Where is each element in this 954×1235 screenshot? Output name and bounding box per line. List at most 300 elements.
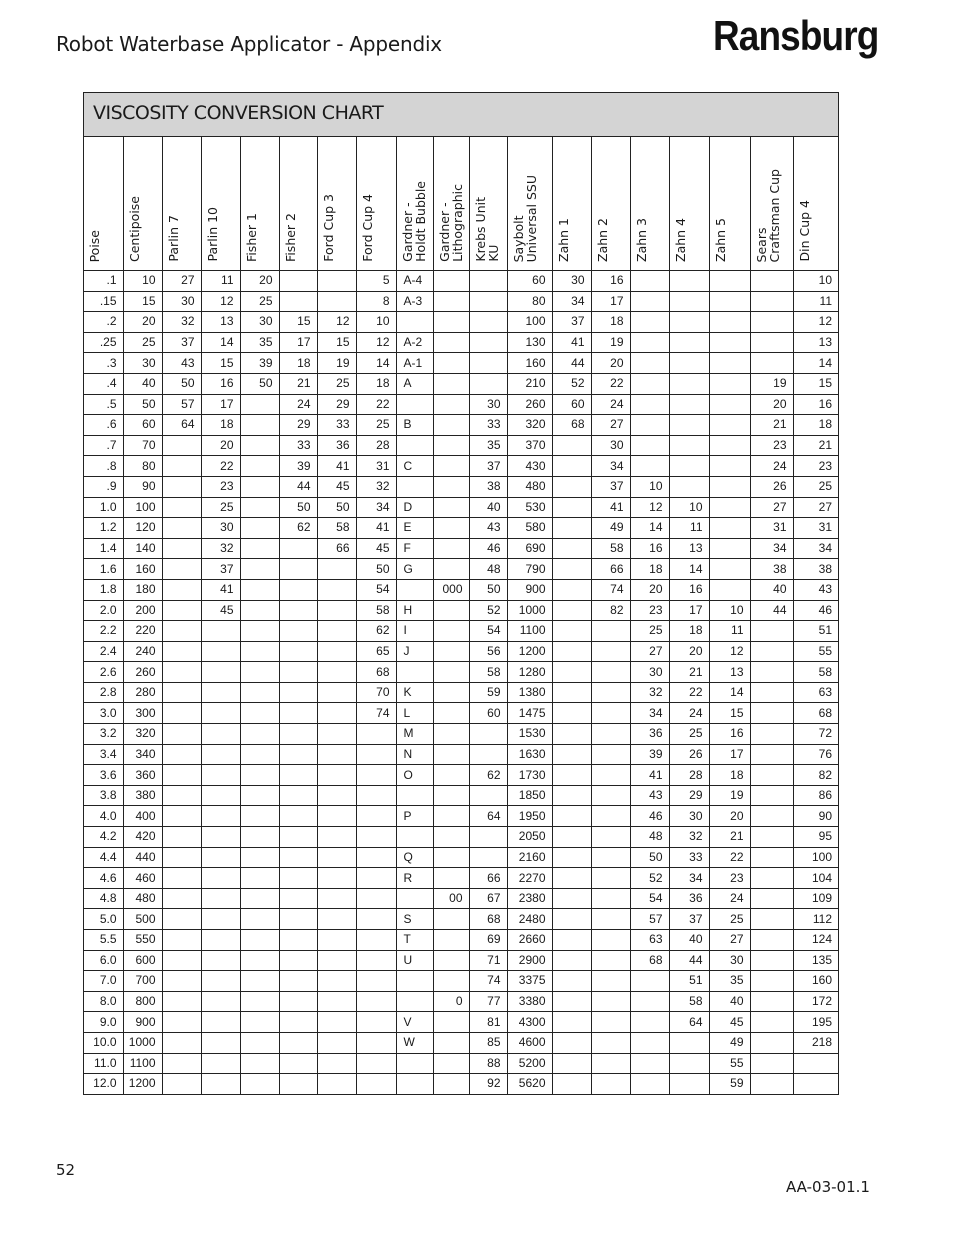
column-header	[396, 137, 433, 271]
table-cell: 109	[793, 888, 838, 909]
table-cell: 26	[750, 476, 793, 497]
table-cell	[591, 806, 630, 827]
table-cell	[396, 394, 433, 415]
table-cell: 4300	[507, 1012, 552, 1033]
table-cell: 11	[669, 518, 709, 539]
table-cell	[750, 827, 793, 848]
table-cell: 120	[123, 518, 162, 539]
table-cell	[433, 909, 469, 930]
table-cell	[240, 415, 279, 436]
table-cell	[162, 765, 201, 786]
table-cell: 2050	[507, 827, 552, 848]
table-cell: 25	[669, 724, 709, 745]
table-cell: 1380	[507, 682, 552, 703]
table-cell: O	[396, 765, 433, 786]
table-cell	[396, 971, 433, 992]
viscosity-table	[84, 137, 838, 1094]
viscosity-chart	[83, 92, 839, 1095]
table-cell: .4	[84, 373, 123, 394]
table-cell: 17	[709, 744, 750, 765]
table-row	[84, 744, 838, 765]
table-cell: 000	[433, 579, 469, 600]
table-cell	[552, 518, 591, 539]
table-cell: 59	[469, 682, 507, 703]
table-cell: 18	[709, 765, 750, 786]
table-cell: 23	[201, 476, 240, 497]
table-cell	[552, 888, 591, 909]
table-cell	[240, 765, 279, 786]
table-cell: 58	[356, 600, 396, 621]
table-cell	[356, 1053, 396, 1074]
table-cell	[469, 847, 507, 868]
table-cell	[669, 312, 709, 333]
table-cell: 64	[669, 1012, 709, 1033]
table-cell	[240, 1074, 279, 1094]
table-cell	[279, 991, 317, 1012]
table-cell	[279, 600, 317, 621]
table-cell: 340	[123, 744, 162, 765]
table-cell: 32	[162, 312, 201, 333]
table-row	[84, 579, 838, 600]
column-header	[123, 137, 162, 271]
column-header-label: Sears Craftsman Cup	[753, 168, 782, 262]
table-cell: 33	[669, 847, 709, 868]
table-cell	[162, 476, 201, 497]
table-cell	[750, 950, 793, 971]
table-cell	[630, 1074, 669, 1094]
table-cell: 66	[591, 559, 630, 580]
table-cell: 24	[750, 456, 793, 477]
column-header	[469, 137, 507, 271]
table-cell: 160	[123, 559, 162, 580]
column-header-label: Krebs Unit KU	[472, 197, 501, 262]
table-cell: 130	[507, 332, 552, 353]
table-cell: 30	[630, 662, 669, 683]
table-cell: 30	[162, 291, 201, 312]
table-cell	[750, 1032, 793, 1053]
table-cell	[317, 991, 356, 1012]
column-header	[433, 137, 469, 271]
table-cell: 95	[793, 827, 838, 848]
table-cell: 18	[356, 373, 396, 394]
table-cell	[356, 724, 396, 745]
table-row	[84, 765, 838, 786]
table-cell	[396, 888, 433, 909]
table-cell	[433, 621, 469, 642]
table-cell: 31	[356, 456, 396, 477]
table-cell: 29	[279, 415, 317, 436]
table-cell: 18	[669, 621, 709, 642]
table-cell: 13	[709, 662, 750, 683]
table-cell: 580	[507, 518, 552, 539]
table-row	[84, 806, 838, 827]
table-cell: 10.0	[84, 1032, 123, 1053]
table-cell: 46	[630, 806, 669, 827]
table-cell: 40	[750, 579, 793, 600]
table-cell	[162, 744, 201, 765]
table-cell: 430	[507, 456, 552, 477]
table-cell	[396, 435, 433, 456]
table-cell: 360	[123, 765, 162, 786]
table-cell: 18	[201, 415, 240, 436]
table-cell: 25	[709, 909, 750, 930]
table-cell: 4.6	[84, 868, 123, 889]
table-cell: 34	[356, 497, 396, 518]
table-row	[84, 456, 838, 477]
table-cell: 23	[793, 456, 838, 477]
table-cell	[552, 1053, 591, 1074]
column-header-label: Poise	[87, 229, 102, 262]
table-cell	[317, 600, 356, 621]
table-cell	[630, 1012, 669, 1033]
table-cell	[750, 806, 793, 827]
table-cell: 46	[793, 600, 838, 621]
table-cell	[201, 868, 240, 889]
table-cell: 37	[552, 312, 591, 333]
table-cell	[709, 332, 750, 353]
table-cell: 27	[630, 641, 669, 662]
table-row	[84, 538, 838, 559]
table-cell: 30	[201, 518, 240, 539]
table-cell: 80	[123, 456, 162, 477]
table-cell	[317, 847, 356, 868]
table-cell: 1200	[507, 641, 552, 662]
table-cell: 20	[750, 394, 793, 415]
table-cell	[750, 312, 793, 333]
table-cell	[591, 1012, 630, 1033]
table-cell: 5.0	[84, 909, 123, 930]
table-cell	[201, 1074, 240, 1094]
table-cell	[552, 662, 591, 683]
table-cell: 16	[201, 373, 240, 394]
table-cell	[433, 641, 469, 662]
table-cell	[630, 456, 669, 477]
table-cell	[162, 682, 201, 703]
table-cell: 104	[793, 868, 838, 889]
table-cell	[469, 724, 507, 745]
table-cell	[630, 1053, 669, 1074]
table-cell	[630, 353, 669, 374]
table-cell	[317, 559, 356, 580]
table-cell	[201, 950, 240, 971]
table-cell: 17	[279, 332, 317, 353]
table-row	[84, 641, 838, 662]
column-header	[507, 137, 552, 271]
table-cell	[433, 703, 469, 724]
table-cell: 2.4	[84, 641, 123, 662]
table-cell: 5.5	[84, 930, 123, 951]
table-cell	[591, 1074, 630, 1094]
table-cell	[279, 1053, 317, 1074]
table-cell: 1630	[507, 744, 552, 765]
table-cell	[433, 435, 469, 456]
table-cell	[750, 332, 793, 353]
table-cell	[240, 971, 279, 992]
table-cell: 49	[591, 518, 630, 539]
table-cell	[201, 806, 240, 827]
table-row	[84, 785, 838, 806]
table-cell: 15	[201, 353, 240, 374]
table-cell	[317, 868, 356, 889]
table-cell	[317, 806, 356, 827]
table-cell	[356, 930, 396, 951]
table-cell: 30	[552, 271, 591, 292]
table-cell	[669, 373, 709, 394]
table-cell: 88	[469, 1053, 507, 1074]
table-cell: 24	[669, 703, 709, 724]
table-cell	[709, 291, 750, 312]
table-cell: U	[396, 950, 433, 971]
table-cell: 20	[240, 271, 279, 292]
column-header	[552, 137, 591, 271]
table-cell: 100	[123, 497, 162, 518]
table-cell: 400	[123, 806, 162, 827]
table-cell: 19	[709, 785, 750, 806]
table-cell	[552, 1032, 591, 1053]
table-cell: 0	[433, 991, 469, 1012]
table-cell: 50	[123, 394, 162, 415]
table-cell	[279, 950, 317, 971]
table-cell	[709, 394, 750, 415]
table-cell	[591, 682, 630, 703]
table-cell	[669, 291, 709, 312]
table-cell: 11.0	[84, 1053, 123, 1074]
table-cell: 37	[162, 332, 201, 353]
table-cell: 50	[317, 497, 356, 518]
table-cell: 3380	[507, 991, 552, 1012]
table-cell	[279, 847, 317, 868]
table-cell: 550	[123, 930, 162, 951]
table-row	[84, 930, 838, 951]
table-cell	[552, 868, 591, 889]
table-cell	[709, 456, 750, 477]
table-cell	[162, 497, 201, 518]
table-cell	[669, 1032, 709, 1053]
table-cell: .9	[84, 476, 123, 497]
chart-title: VISCOSITY CONVERSION CHART	[84, 93, 838, 137]
table-cell: 44	[552, 353, 591, 374]
table-cell: 12	[793, 312, 838, 333]
table-cell: 100	[507, 312, 552, 333]
table-row	[84, 827, 838, 848]
table-cell: 22	[201, 456, 240, 477]
table-cell	[356, 1012, 396, 1033]
table-cell	[591, 641, 630, 662]
table-cell: 60	[552, 394, 591, 415]
table-cell	[750, 1012, 793, 1033]
column-header-label: Zahn 5	[712, 218, 728, 262]
table-cell	[433, 538, 469, 559]
table-cell	[240, 497, 279, 518]
table-cell	[279, 291, 317, 312]
table-cell	[433, 785, 469, 806]
table-cell: 40	[709, 991, 750, 1012]
table-cell	[591, 703, 630, 724]
table-cell: 1100	[507, 621, 552, 642]
table-cell: 21	[793, 435, 838, 456]
table-cell: 15	[123, 291, 162, 312]
table-cell	[317, 765, 356, 786]
table-cell: 25	[317, 373, 356, 394]
table-cell	[201, 1012, 240, 1033]
table-cell: 15	[709, 703, 750, 724]
table-cell	[396, 785, 433, 806]
table-cell: 900	[123, 1012, 162, 1033]
table-cell: 15	[279, 312, 317, 333]
table-cell	[552, 744, 591, 765]
table-cell: 140	[123, 538, 162, 559]
table-cell	[201, 621, 240, 642]
table-cell: 24	[591, 394, 630, 415]
table-cell	[240, 1012, 279, 1033]
table-cell: 2270	[507, 868, 552, 889]
table-cell: 81	[469, 1012, 507, 1033]
table-cell	[279, 765, 317, 786]
table-cell: 280	[123, 682, 162, 703]
table-cell: 180	[123, 579, 162, 600]
table-cell	[162, 806, 201, 827]
table-cell	[591, 785, 630, 806]
table-cell: 200	[123, 600, 162, 621]
table-row	[84, 971, 838, 992]
column-header	[201, 137, 240, 271]
table-cell: 57	[630, 909, 669, 930]
table-cell: 16	[630, 538, 669, 559]
table-cell: 100	[793, 847, 838, 868]
table-cell	[240, 579, 279, 600]
table-cell	[356, 806, 396, 827]
table-cell: 23	[750, 435, 793, 456]
table-cell: 195	[793, 1012, 838, 1033]
table-cell	[162, 1032, 201, 1053]
table-cell: 11	[201, 271, 240, 292]
table-cell: .25	[84, 332, 123, 353]
table-cell: 3.6	[84, 765, 123, 786]
table-cell	[162, 724, 201, 745]
table-cell	[201, 662, 240, 683]
table-cell: 34	[793, 538, 838, 559]
table-cell	[201, 682, 240, 703]
table-cell: 50	[630, 847, 669, 868]
table-cell	[240, 950, 279, 971]
table-cell	[630, 991, 669, 1012]
table-cell	[317, 744, 356, 765]
table-cell: 2660	[507, 930, 552, 951]
table-cell: 1200	[123, 1074, 162, 1094]
table-cell: 24	[709, 888, 750, 909]
table-cell: 17	[669, 600, 709, 621]
table-cell	[201, 1053, 240, 1074]
table-cell: 3.2	[84, 724, 123, 745]
table-cell	[201, 827, 240, 848]
table-cell	[240, 518, 279, 539]
table-cell: 10	[356, 312, 396, 333]
table-cell: 14	[630, 518, 669, 539]
table-cell	[162, 971, 201, 992]
table-cell	[240, 1032, 279, 1053]
table-cell	[240, 703, 279, 724]
table-cell	[433, 353, 469, 374]
table-cell	[433, 765, 469, 786]
column-header	[317, 137, 356, 271]
table-cell: .7	[84, 435, 123, 456]
table-row	[84, 682, 838, 703]
table-cell: 26	[669, 744, 709, 765]
table-cell: 50	[469, 579, 507, 600]
table-row	[84, 662, 838, 683]
table-cell	[279, 559, 317, 580]
table-cell	[750, 991, 793, 1012]
table-cell: 70	[356, 682, 396, 703]
table-cell	[469, 827, 507, 848]
table-cell: 43	[793, 579, 838, 600]
table-cell: A	[396, 373, 433, 394]
table-cell	[552, 847, 591, 868]
column-header-label: Ford Cup 4	[359, 194, 375, 262]
table-cell	[433, 415, 469, 436]
table-cell	[552, 621, 591, 642]
table-cell: 50	[162, 373, 201, 394]
table-cell: 160	[507, 353, 552, 374]
column-header-row	[84, 137, 838, 271]
table-cell	[240, 909, 279, 930]
table-cell: 43	[630, 785, 669, 806]
table-cell: 420	[123, 827, 162, 848]
table-cell: 51	[793, 621, 838, 642]
table-cell: 3.4	[84, 744, 123, 765]
table-cell	[433, 1012, 469, 1033]
table-cell: 210	[507, 373, 552, 394]
table-cell: 25	[356, 415, 396, 436]
table-cell	[162, 518, 201, 539]
table-cell	[162, 1053, 201, 1074]
table-cell	[630, 415, 669, 436]
table-cell: 49	[709, 1032, 750, 1053]
table-cell	[279, 744, 317, 765]
table-cell: 74	[591, 579, 630, 600]
table-cell	[669, 1053, 709, 1074]
column-header-label: Gardner - Lithographic	[436, 184, 465, 262]
table-cell	[591, 847, 630, 868]
table-cell	[433, 1053, 469, 1074]
table-cell: 64	[469, 806, 507, 827]
table-cell	[162, 991, 201, 1012]
column-header-label: Zahn 3	[633, 218, 649, 262]
table-cell	[469, 271, 507, 292]
table-cell	[750, 1074, 793, 1094]
table-cell	[630, 971, 669, 992]
page-number: 52	[56, 1161, 76, 1179]
table-cell: 30	[709, 950, 750, 971]
table-cell	[240, 744, 279, 765]
table-cell: 13	[201, 312, 240, 333]
table-cell	[433, 868, 469, 889]
table-cell: 52	[469, 600, 507, 621]
table-cell: 68	[793, 703, 838, 724]
table-cell: 20	[591, 353, 630, 374]
table-cell	[750, 909, 793, 930]
table-cell: 124	[793, 930, 838, 951]
table-cell	[162, 621, 201, 642]
table-body	[84, 271, 838, 1094]
table-cell: 4600	[507, 1032, 552, 1053]
table-cell: 50	[240, 373, 279, 394]
table-cell	[317, 724, 356, 745]
ransburg-logo: Ransburg	[713, 12, 879, 59]
table-cell	[396, 827, 433, 848]
table-cell: 66	[317, 538, 356, 559]
table-cell: 20	[709, 806, 750, 827]
